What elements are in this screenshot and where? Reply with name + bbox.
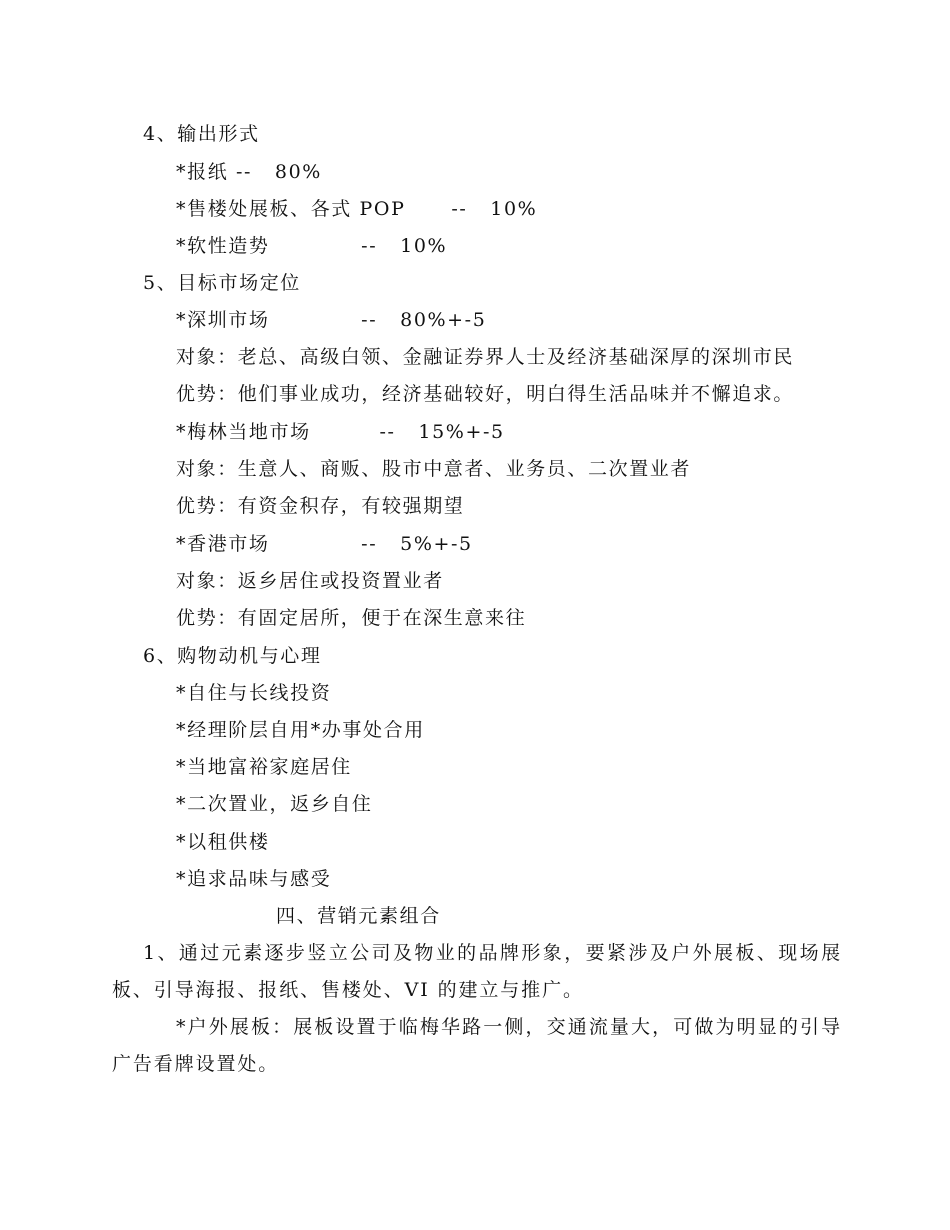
market-line: 优势：他们事业成功，经济基础较好，明白得生活品味并不懈追求。 <box>176 383 795 405</box>
list-item: *经理阶层自用*办事处合用 <box>176 719 425 741</box>
paragraph: 1、通过元素逐步竖立公司及物业的品牌形象，要紧涉及户外展板、现场展板、引导海报、报纸、售楼处、VI 的建立与推广。 <box>112 942 842 1001</box>
market-line: 对象：返乡居住或投资置业者 <box>176 570 444 592</box>
market-line: *香港市场 -- 5%+-5 <box>176 533 473 555</box>
paragraph: *户外展板：展板设置于临梅华路一侧，交通流量大，可做为明显的引导广告看牌设置处。 <box>112 1016 842 1075</box>
market-line: *梅林当地市场 -- 15%+-5 <box>176 421 505 443</box>
list-item: *当地富裕家庭居住 <box>176 756 352 778</box>
market-line: 对象：生意人、商贩、股市中意者、业务员、二次置业者 <box>176 458 692 480</box>
list-item: *二次置业，返乡自住 <box>176 793 373 815</box>
list-item: *售楼处展板、各式 POP -- 10% <box>176 198 538 220</box>
section-heading-purchase-motivation: 6、购物动机与心理 <box>143 645 322 667</box>
list-item: *追求品味与感受 <box>176 868 332 890</box>
chapter-title: 四、营销元素组合 <box>276 905 441 927</box>
section-heading-output-format: 4、输出形式 <box>143 123 260 145</box>
list-item: *以租供楼 <box>176 831 270 853</box>
market-line: 优势：有资金积存，有较强期望 <box>176 495 465 517</box>
list-item: *自住与长线投资 <box>176 682 332 704</box>
market-line: *深圳市场 -- 80%+-5 <box>176 309 487 331</box>
market-line: 对象：老总、高级白领、金融证券界人士及经济基础深厚的深圳市民 <box>176 346 795 368</box>
market-line: 优势：有固定居所，便于在深生意来往 <box>176 607 527 629</box>
section-heading-target-market: 5、目标市场定位 <box>143 272 301 294</box>
list-item: *报纸 -- 80% <box>176 161 322 183</box>
list-item: *软性造势 -- 10% <box>176 235 448 257</box>
